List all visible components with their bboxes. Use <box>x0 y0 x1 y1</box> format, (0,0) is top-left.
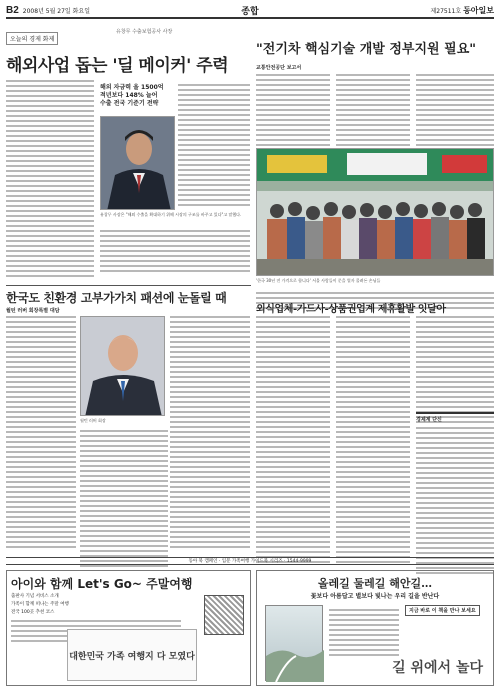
article-kicker: 유창무 수출보험공사 사장 <box>116 29 173 35</box>
ev-body-text <box>256 74 330 151</box>
restaurant-crowd-photo <box>256 148 494 276</box>
ad-book-cover <box>67 629 197 681</box>
ev-body-text-3 <box>416 74 494 151</box>
newspaper-name: 동아일보 <box>463 5 494 15</box>
ad-trail-book[interactable] <box>256 570 494 686</box>
ad-item: 출판사 기념 서비스 소개 <box>11 594 59 599</box>
brief-box <box>416 412 494 550</box>
pull-quote: 해외 자금력 올 1500억 적년보다 148% 늘어 수출 전국 기준기 전략 <box>100 84 164 107</box>
section-title: 종합 <box>241 6 259 17</box>
page-number: B2 <box>6 4 19 16</box>
page-header <box>6 3 494 19</box>
restaurant-photo-caption: '한국 30년 전 가격으로 합니다' 서울 사람들이 문을 열자 몰려든 손님들 <box>256 278 381 283</box>
headline-ev[interactable]: "전기차 핵심기술 개발 정부지원 필요" <box>256 42 477 57</box>
ad-family-travel[interactable] <box>6 570 251 686</box>
brief-box-title: 경제계 단신 <box>416 417 442 423</box>
ad-item: 전국 100곳 추천 코스 <box>11 610 55 616</box>
masthead <box>430 5 494 16</box>
ad-strip[interactable]: 동아 북 캠페인 · 입문 가족여행 가이드북 시리즈 · 1544-9999 <box>6 557 494 565</box>
headline-fashion[interactable]: 한국도 친환경 고부가가치 패션에 눈돌릴 때 <box>6 285 251 306</box>
ad-trail-book-cover <box>265 605 323 681</box>
partnership-body-text-3 <box>416 316 494 423</box>
ad-trail-label[interactable]: 지금 바로 이 책을 만나 보세요 <box>405 605 480 616</box>
ad-family-title: 아이와 함께 Let's Go~ 주말여행 <box>11 577 193 591</box>
article-left-top <box>6 26 251 76</box>
headline-main[interactable]: 해외사업 돕는 '딜 메이커' 주력 <box>6 56 229 76</box>
photo-caption: 유창무 사장은 "해외 수출을 확대하기 위해 시장의 구조를 바꾸고 있다"고 말했다. <box>100 212 242 217</box>
partnership-body-text-2 <box>336 316 410 563</box>
ad-item: 가족이 함께 떠나는 주말 여행 <box>11 602 69 608</box>
ad-trail-subtitle: 꽃보다 아름답고 별보다 빛나는 우리 길을 반난다 <box>310 593 440 600</box>
fashion-body-text-2 <box>170 316 250 548</box>
chairman-photo <box>80 316 165 416</box>
ad-trail-book-title: 길 위에서 놀다 <box>392 660 483 676</box>
fashion-body-text <box>6 316 76 548</box>
article-body-text-2 <box>178 84 250 206</box>
headline-partnership[interactable]: 외식업체-가드사-상품권업계 제휴활발 잇달아 <box>256 304 446 315</box>
article-body-text-3 <box>100 230 250 272</box>
subhead-fashion: 월턴 러버 회장특별 대담 <box>6 308 60 314</box>
ev-body-text-2 <box>336 74 410 151</box>
issue-date: 2008년 5월 27일 화요일 <box>22 7 91 15</box>
fashion-body-text-3 <box>80 430 168 567</box>
chairman-caption: 월턴 러버 회장 <box>80 418 106 423</box>
category-tag: 오늘의 경제 화제 <box>6 32 58 45</box>
article-body-text <box>6 80 94 277</box>
ad-trail-desc <box>329 609 399 656</box>
partnership-body-text <box>256 316 330 563</box>
ad-book-title: 대한민국 가족 여행지 다 모였다 <box>69 651 195 662</box>
issue-number: 제27511호 <box>430 7 462 15</box>
ceo-photo <box>100 116 175 210</box>
subhead-ev: 교통안전공단 보고서 <box>256 65 302 71</box>
ad-family-qr <box>204 595 244 635</box>
ad-trail-title: 올레길 둘레길 해안길… <box>317 577 433 590</box>
